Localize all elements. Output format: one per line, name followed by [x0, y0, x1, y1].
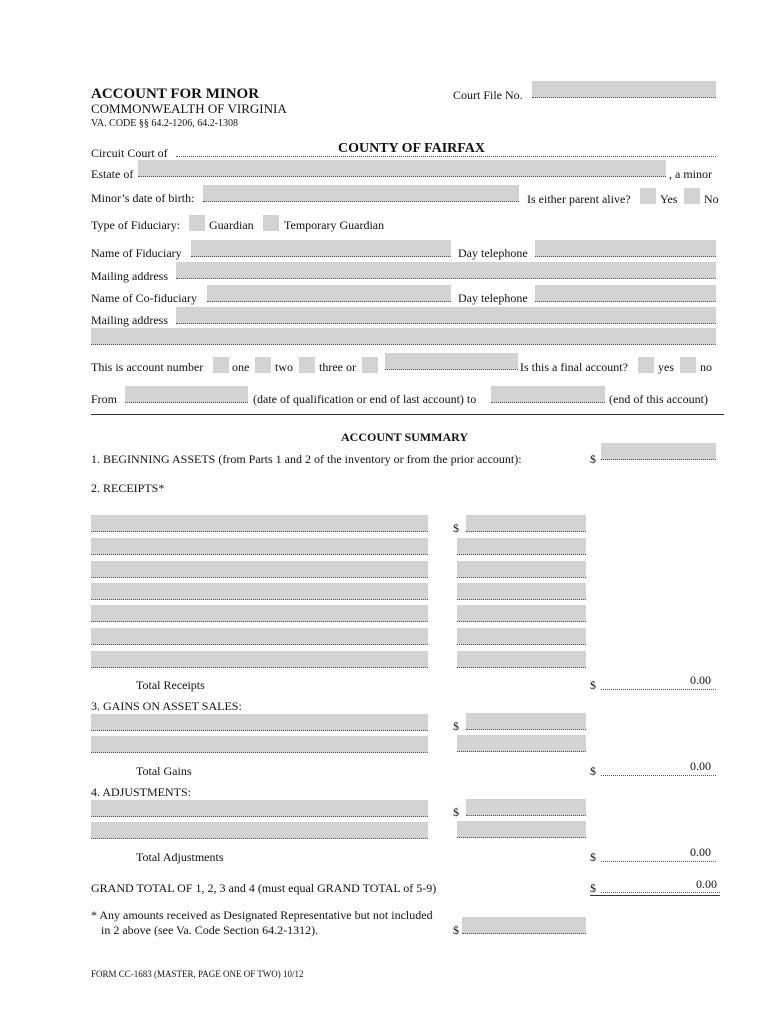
minor-dob-label: Minor’s date of birth:: [91, 191, 195, 205]
receipt-description-input[interactable]: [91, 538, 428, 555]
footnote-line-1: * Any amounts received as Designated Representative but not included: [91, 908, 433, 922]
account-summary-heading: ACCOUNT SUMMARY: [341, 430, 469, 444]
account-one-label: one: [232, 360, 250, 374]
court-file-label: Court File No.: [453, 88, 523, 102]
parent-alive-yes-checkbox[interactable]: [640, 188, 656, 204]
period-from-input[interactable]: [125, 386, 248, 403]
total-adjustments-dollar: $: [590, 850, 596, 864]
account-other-checkbox[interactable]: [362, 357, 378, 373]
receipt-description-input[interactable]: [91, 583, 428, 600]
receipt-description-input[interactable]: [91, 515, 428, 532]
gain-amount-input[interactable]: [466, 713, 586, 730]
account-three-or-checkbox[interactable]: [299, 357, 315, 373]
total-gains-line: [601, 775, 716, 776]
total-receipts-dollar: $: [590, 678, 596, 692]
total-adjustments-label: Total Adjustments: [136, 850, 224, 864]
temporary-guardian-label: Temporary Guardian: [284, 218, 385, 232]
adjustment-description-input[interactable]: [91, 822, 428, 839]
grand-total-underline: [590, 895, 720, 896]
adjustment-dollar: $: [453, 805, 459, 819]
period-to-input[interactable]: [491, 386, 605, 403]
beginning-assets-dollar: $: [590, 452, 596, 466]
receipt-amount-input[interactable]: [457, 583, 586, 600]
receipt-amount-input[interactable]: [457, 561, 586, 578]
fiduciary-name-input[interactable]: [191, 240, 451, 257]
total-adjustments-line: [601, 861, 716, 862]
total-gains-label: Total Gains: [136, 764, 192, 778]
fiduciary-phone-input[interactable]: [535, 240, 716, 257]
fiduciary-type-label: Type of Fiduciary:: [91, 218, 181, 232]
fiduciary-name-label: Name of Fiduciary: [91, 246, 182, 260]
minor-dob-input[interactable]: [203, 185, 519, 202]
receipt-amount-input[interactable]: [457, 651, 586, 668]
receipts-heading: 2. RECEIPTS*: [91, 481, 165, 495]
fiduciary-mailing-label: Mailing address: [91, 269, 168, 283]
total-receipts-label: Total Receipts: [136, 678, 205, 692]
gain-amount-input[interactable]: [457, 735, 586, 752]
total-gains-dollar: $: [590, 764, 596, 778]
final-account-label: Is this a final account?: [520, 360, 628, 374]
guardian-checkbox[interactable]: [189, 215, 205, 231]
estate-name-input[interactable]: [138, 160, 666, 177]
adjustments-heading: 4. ADJUSTMENTS:: [91, 785, 192, 799]
total-adjustments-value: 0.00: [690, 845, 711, 859]
account-other-number-input[interactable]: [385, 353, 518, 370]
account-three-or-label: three or: [319, 360, 356, 374]
form-title: ACCOUNT FOR MINOR: [91, 86, 260, 102]
designated-rep-amount-input[interactable]: [462, 917, 586, 934]
grand-total-value: 0.00: [696, 877, 717, 891]
period-end-label: (end of this account): [609, 392, 708, 406]
parent-alive-no-checkbox[interactable]: [684, 188, 700, 204]
grand-total-dollar: $: [590, 881, 596, 895]
grand-total-label: GRAND TOTAL OF 1, 2, 3 and 4 (must equal GRAND TOTAL of 5-9): [91, 881, 437, 895]
receipt-description-input[interactable]: [91, 561, 428, 578]
receipt-dollar: $: [453, 521, 459, 535]
account-one-checkbox[interactable]: [213, 357, 229, 373]
beginning-assets-label: 1. BEGINNING ASSETS (from Parts 1 and 2 of the inventory or from the prior account):: [91, 452, 522, 466]
designated-rep-dollar: $: [453, 923, 459, 937]
final-account-no-checkbox[interactable]: [680, 357, 696, 373]
final-account-yes-checkbox[interactable]: [638, 357, 654, 373]
fiduciary-phone-label: Day telephone: [458, 246, 528, 260]
total-receipts-line: [601, 689, 716, 690]
estate-minor-suffix: , a minor: [669, 167, 712, 181]
cofiduciary-phone-label: Day telephone: [458, 291, 528, 305]
beginning-assets-input[interactable]: [601, 443, 716, 460]
period-from-label: From: [91, 392, 118, 406]
final-account-yes-label: yes: [658, 360, 674, 374]
receipt-amount-input[interactable]: [457, 605, 586, 622]
circuit-court-value[interactable]: COUNTY OF FAIRFAX: [338, 141, 485, 156]
estate-label: Estate of: [91, 167, 134, 181]
guardian-label: Guardian: [209, 218, 254, 232]
footnote-line-2: in 2 above (see Va. Code Section 64.2-1312).: [101, 923, 319, 937]
cofiduciary-phone-input[interactable]: [535, 285, 716, 302]
parent-alive-no-label: No: [704, 192, 719, 206]
cofiduciary-name-input[interactable]: [207, 285, 451, 302]
receipt-amount-input[interactable]: [466, 515, 586, 532]
period-middle-label: (date of qualification or end of last account) to: [253, 392, 477, 406]
cofiduciary-mailing-input[interactable]: [176, 307, 716, 324]
circuit-court-label: Circuit Court of: [91, 146, 168, 160]
cofiduciary-mailing-input-line2[interactable]: [91, 328, 716, 345]
receipt-description-input[interactable]: [91, 628, 428, 645]
gain-description-input[interactable]: [91, 736, 428, 753]
cofiduciary-name-label: Name of Co-fiduciary: [91, 291, 197, 305]
adjustment-description-input[interactable]: [91, 800, 428, 817]
adjustment-amount-input[interactable]: [466, 799, 586, 816]
grand-total-line: [601, 892, 720, 893]
cofiduciary-mailing-label: Mailing address: [91, 313, 168, 327]
parent-alive-yes-label: Yes: [660, 192, 678, 206]
receipt-description-input[interactable]: [91, 651, 428, 668]
court-file-number-input[interactable]: [532, 81, 716, 98]
adjustment-amount-input[interactable]: [457, 821, 586, 838]
account-two-label: two: [275, 360, 293, 374]
fiduciary-mailing-input[interactable]: [176, 262, 716, 279]
gain-description-input[interactable]: [91, 714, 428, 731]
account-number-label: This is account number: [91, 360, 204, 374]
parent-alive-label: Is either parent alive?: [527, 192, 631, 206]
account-two-checkbox[interactable]: [255, 357, 271, 373]
total-gains-value: 0.00: [690, 759, 711, 773]
final-account-no-label: no: [700, 360, 712, 374]
receipt-amount-input[interactable]: [457, 628, 586, 645]
total-receipts-value: 0.00: [690, 673, 711, 687]
receipt-amount-input[interactable]: [457, 538, 586, 555]
section-divider: [91, 414, 724, 415]
gains-heading: 3. GAINS ON ASSET SALES:: [91, 699, 242, 713]
form-subtitle: COMMONWEALTH OF VIRGINIA: [91, 101, 287, 116]
temporary-guardian-checkbox[interactable]: [263, 215, 279, 231]
va-code: VA. CODE §§ 64.2-1206, 64.2-1308: [91, 118, 239, 129]
form-id: FORM CC-1683 (MASTER, PAGE ONE OF TWO) 10/12: [91, 969, 304, 979]
receipt-description-input[interactable]: [91, 605, 428, 622]
gain-dollar: $: [453, 719, 459, 733]
